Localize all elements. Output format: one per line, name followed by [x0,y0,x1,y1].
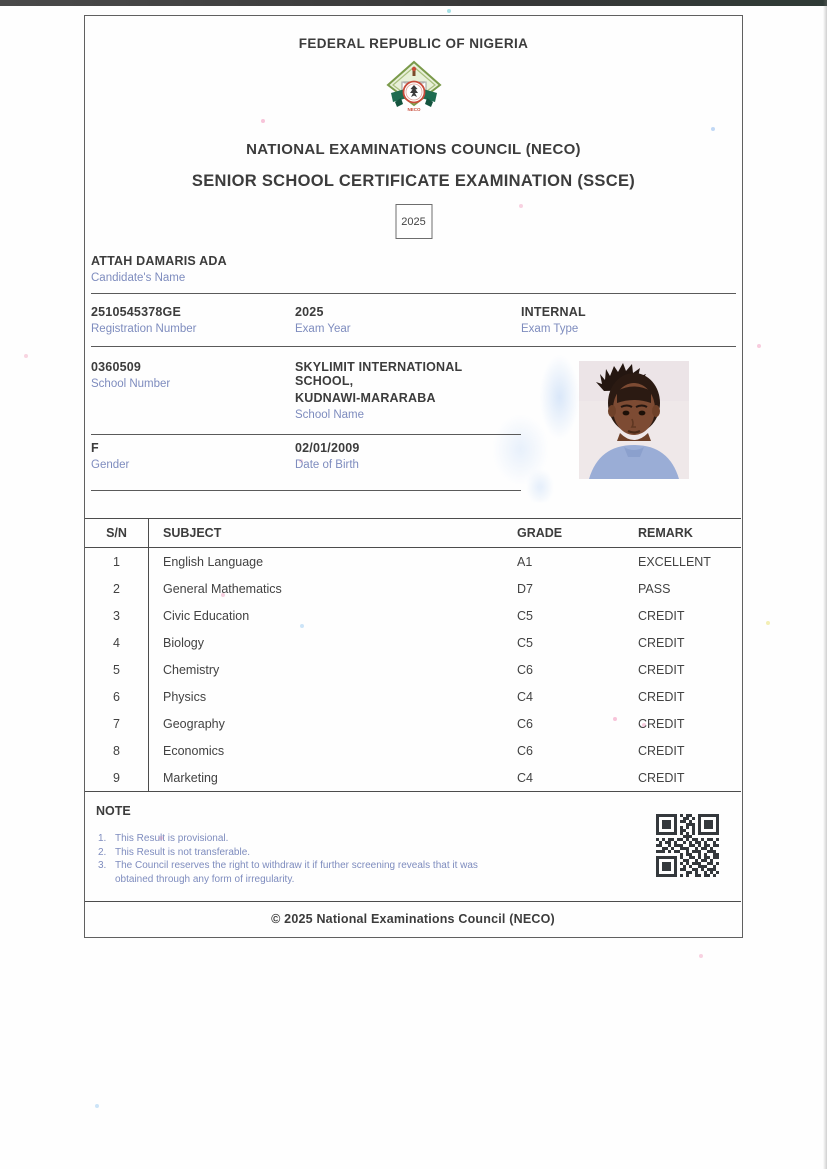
candidate-passport-photo [579,361,689,479]
exam-type-value: INTERNAL [521,305,586,319]
cell-sn: 5 [85,656,149,683]
cell-subject: General Mathematics [163,581,282,596]
cell-subject: Economics [163,743,225,758]
note-number: 3. [98,860,107,871]
header-remark: REMARK [638,526,693,540]
table-row [85,602,741,629]
date-of-birth-field [295,441,521,471]
exam-year-field [295,305,521,335]
cell-remark: CREDIT [638,662,685,677]
candidate-name-field [91,254,227,284]
table-row [85,683,741,710]
school-name-label: School Name [295,409,365,421]
date-of-birth-value: 02/01/2009 [295,441,360,455]
cell-subject: Biology [163,635,204,650]
scan-edge-right [823,0,827,1169]
gender-value: F [91,441,99,455]
cell-grade: C6 [517,743,533,758]
divider [91,434,521,435]
cell-sn: 1 [85,548,149,575]
cell-grade: C5 [517,608,533,623]
cell-remark: CREDIT [638,689,685,704]
note-list [98,832,518,886]
note-number: 2. [98,846,107,858]
header-subject: SUBJECT [163,526,222,540]
note-number: 1. [98,833,107,844]
country-title: FEDERAL REPUBLIC OF NIGERIA [298,36,529,51]
school-number-value: 0360509 [91,360,142,374]
table-row [85,710,741,737]
table-row [85,575,741,602]
svg-text:NECO: NECO [406,107,421,112]
neco-coat-of-arms-icon [385,60,443,123]
cell-subject: Civic Education [163,608,250,623]
cell-grade: D7 [517,581,533,596]
cell-sn: 7 [85,710,149,737]
cell-grade: C4 [517,770,533,785]
candidate-name-value: ATTAH DAMARIS ADA [91,254,227,268]
cell-sn: 3 [85,602,149,629]
council-title: NATIONAL EXAMINATIONS COUNCIL (NECO) [246,141,581,158]
cell-subject: Geography [163,716,225,731]
note-text: The Council reserves the right to withdraw it if further screening reveals that it was obtained through any form of irregularity. [115,860,478,885]
table-row [85,548,741,575]
registration-number-field [91,305,295,335]
gender-label: Gender [91,459,130,471]
cell-remark: CREDIT [638,608,685,623]
cell-grade: C6 [517,662,533,677]
school-name-field [295,360,521,421]
divider [91,293,736,294]
exam-type-label: Exam Type [521,323,579,335]
note-item [98,846,518,860]
table-row [85,629,741,656]
exam-title: SENIOR SCHOOL CERTIFICATE EXAMINATION (SSCE) [191,172,636,190]
note-text: This Result is not transferable. [115,846,251,858]
gender-field [91,441,295,471]
certificate-footer: © 2025 National Examinations Council (NECO) [85,901,741,936]
note-item [98,832,518,846]
registration-number-value: 2510545378GE [91,305,181,319]
divider [91,346,736,347]
cell-remark: CREDIT [638,770,685,785]
cell-sn: 8 [85,737,149,764]
cell-remark: PASS [638,581,671,596]
cell-grade: C4 [517,689,533,704]
candidate-name-label: Candidate's Name [91,272,186,284]
table-row [85,737,741,764]
header-sn: S/N [85,519,149,547]
school-number-field [91,360,295,421]
note-heading: NOTE [96,804,131,818]
cell-remark: CREDIT [638,743,685,758]
header-grade: GRADE [517,526,563,540]
school-name-line2: KUDNAWI-MARARABA [295,391,436,405]
scan-noise [0,0,2,2]
school-row [91,360,521,421]
note-item [98,859,518,886]
cell-remark: CREDIT [638,635,685,650]
school-number-label: School Number [91,378,171,390]
note-text: This Result is provisional. [115,833,229,844]
exam-type-field [521,305,586,335]
cell-subject: English Language [163,554,264,569]
divider [91,490,521,491]
cell-subject: Marketing [163,770,218,785]
exam-year-label: Exam Year [295,323,351,335]
cell-sn: 6 [85,683,149,710]
cell-sn: 9 [85,764,149,791]
date-of-birth-label: Date of Birth [295,459,359,471]
table-row [85,764,741,791]
school-name-line1: SKYLIMIT INTERNATIONAL SCHOOL, [295,360,463,388]
cell-remark: EXCELLENT [638,554,711,569]
cell-subject: Physics [163,689,207,704]
cell-grade: C6 [517,716,533,731]
registration-row [91,305,586,335]
qr-code-icon [656,814,719,877]
cell-remark: CREDIT [638,716,685,731]
gender-dob-row [91,441,521,471]
registration-number-label: Registration Number [91,323,197,335]
results-table [85,518,741,791]
results-table-header [85,518,741,548]
note-section [85,791,741,901]
cell-sn: 2 [85,575,149,602]
exam-year-value: 2025 [295,305,324,319]
cell-grade: C5 [517,635,533,650]
cell-subject: Chemistry [163,662,220,677]
cell-sn: 4 [85,629,149,656]
certificate-body [84,15,743,938]
scan-edge-top [0,0,827,6]
cell-grade: A1 [517,554,533,569]
table-row [85,656,741,683]
exam-year-badge: 2025 [395,204,432,239]
